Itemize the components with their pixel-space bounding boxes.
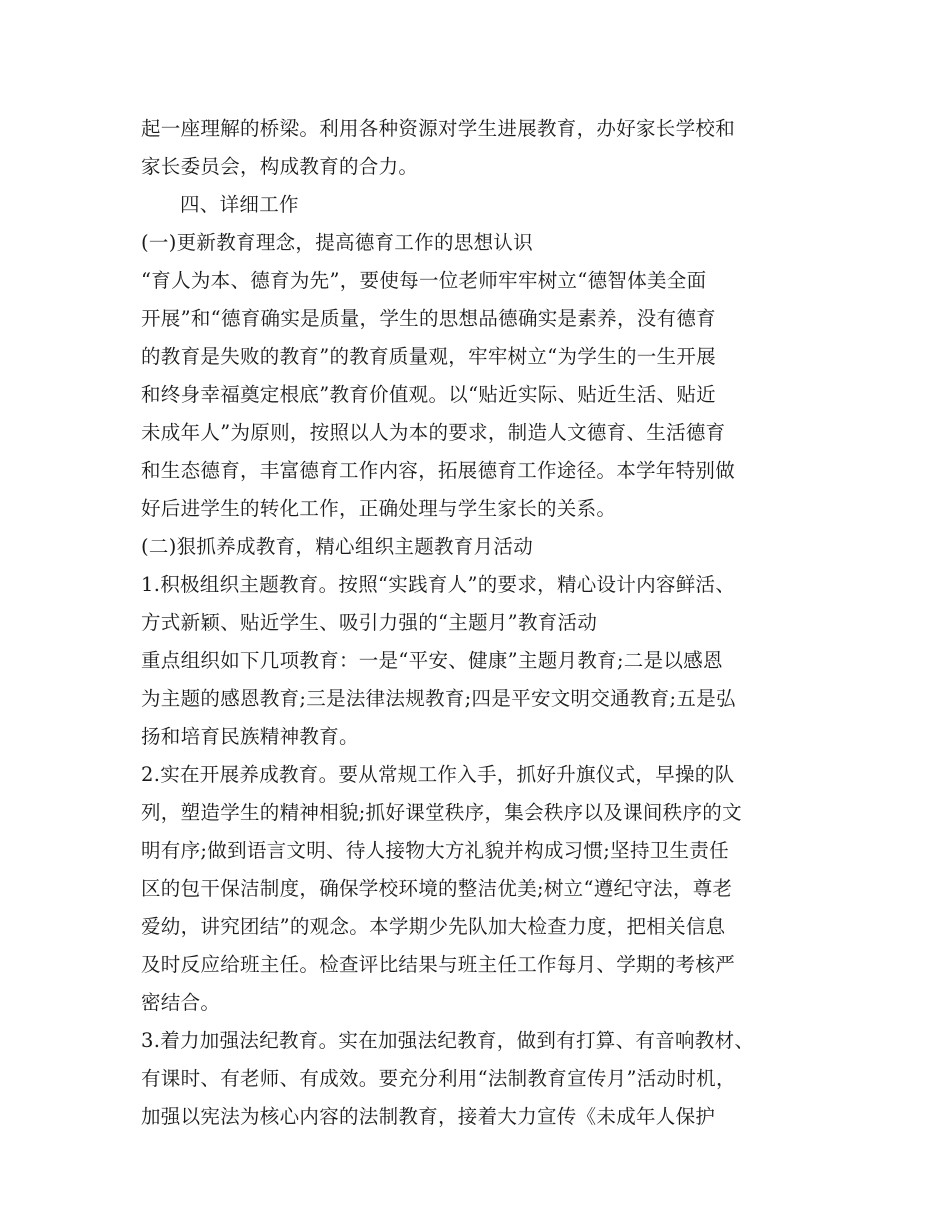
text-line: 方式新颖、贴近学生、吸引力强的“主题月”教育活动 xyxy=(141,611,598,634)
text-line: 列，塑造学生的精神相貌;抓好课堂秩序，集会秩序以及课间秩序的文 xyxy=(141,801,742,824)
text-line: 有课时、有老师、有成效。要充分利用“法制教育宣传月”活动时机， xyxy=(141,1067,736,1090)
section-heading: 四、详细工作 xyxy=(180,193,299,216)
text-line: 加强以宪法为核心内容的法制教育，接着大力宣传《未成年人保护 xyxy=(141,1105,716,1128)
text-line: “育人为本、德育为先”，要使每一位老师牢牢树立“德智体美全面 xyxy=(141,269,707,292)
text-line: 家长委员会，构成教育的合力。 xyxy=(141,155,419,178)
text-line: 区的包干保洁制度，确保学校环境的整洁优美;树立“遵纪守法，尊老 xyxy=(141,877,733,900)
text-line: 和终身幸福奠定根底”教育价值观。以“贴近实际、贴近生活、贴近 xyxy=(141,383,716,406)
text-line: 及时反应给班主任。检查评比结果与班主任工作每月、学期的考核严 xyxy=(141,953,736,976)
document-body xyxy=(141,110,831,1136)
text-line: 开展”和“德育确实是质量，学生的思想品德确实是素养，没有德育 xyxy=(141,307,716,330)
text-line: 重点组织如下几项教育：一是“平安、健康”主题月教育;二是以感恩 xyxy=(141,649,723,672)
text-line: 1.积极组织主题教育。按照“实践育人”的要求，精心设计内容鲜活、 xyxy=(141,573,736,596)
text-line: 密结合。 xyxy=(141,991,221,1014)
text-line: 的教育是失败的教育”的教育质量观，牢牢树立“为学生的一生开展 xyxy=(141,345,716,368)
text-line: 起一座理解的桥梁。利用各种资源对学生进展教育，办好家长学校和 xyxy=(141,117,736,140)
subsection-heading: (一)更新教育理念，提高德育工作的思想认识 xyxy=(141,231,534,254)
text-line: 扬和培育民族精神教育。 xyxy=(141,725,359,748)
text-line: 2.实在开展养成教育。要从常规工作入手，抓好升旗仪式，早操的队 xyxy=(141,763,735,786)
text-line: 好后进学生的转化工作，正确处理与学生家长的关系。 xyxy=(141,497,617,520)
text-line: 爱幼，讲究团结”的观念。本学期少先队加大检查力度，把相关信息 xyxy=(141,915,726,938)
text-line: 为主题的感恩教育;三是法律法规教育;四是平安文明交通教育;五是弘 xyxy=(141,687,736,710)
text-line: 未成年人”为原则，按照以人为本的要求，制造人文德育、生活德育 xyxy=(141,421,726,444)
text-line: 明有序;做到语言文明、待人接物大方礼貌并构成习惯;坚持卫生责任 xyxy=(141,839,729,862)
text-line: 和生态德育，丰富德育工作内容，拓展德育工作途径。本学年特别做 xyxy=(141,459,736,482)
text-line: 3.着力加强法纪教育。实在加强法纪教育，做到有打算、有音响教材、 xyxy=(141,1029,755,1052)
subsection-heading: (二)狠抓养成教育，精心组织主题教育月活动 xyxy=(141,535,534,558)
